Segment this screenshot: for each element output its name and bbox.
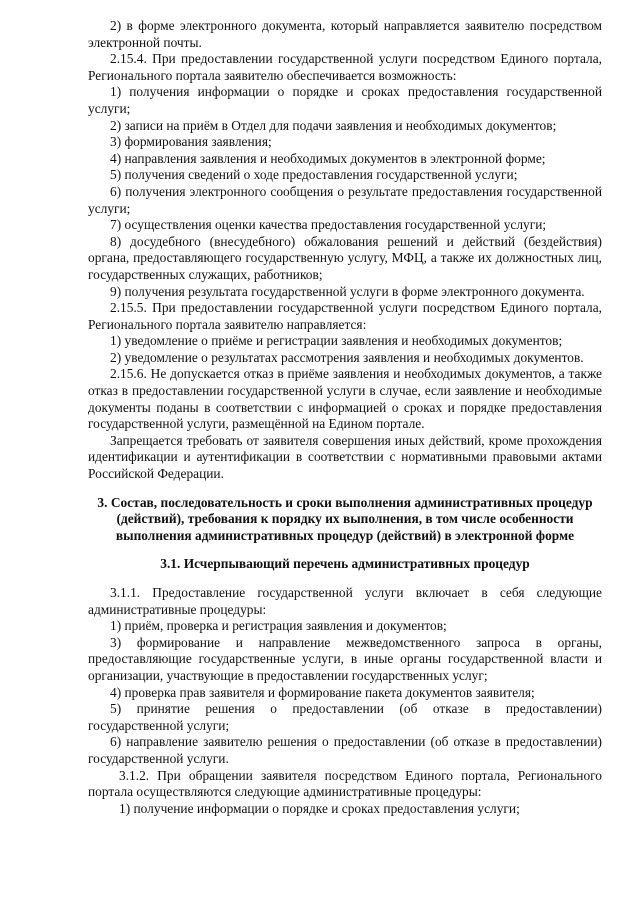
paragraph-prohibition: Запрещается требовать от заявителя совершения иных действий, кроме прохождения идентификации и аутентификации в соответствии с нормативными правовыми актами Российской Федерации. <box>88 432 602 482</box>
list-item-3-1-1-5: 5) принятие решения о предоставлении (об отказе в предоставлении) государственной услуги; <box>88 701 602 733</box>
section-3-heading: 3. Состав, последовательность и сроки выполнения административных процедур (действий), требования к порядку их выполнения, в том числе особенности выполнения административных процедур (действий) в электронной форме <box>97 494 593 543</box>
paragraph-email-delivery: 2) в форме электронного документа, который направляется заявителю посредством электронной почты. <box>88 18 602 50</box>
paragraph-3-1-2: 3.1.2. При обращении заявителя посредством Единого портала, Регионального портала осуществляются следующие административные процедуры: <box>88 767 602 800</box>
list-item-2-15-4-5: 5) получения сведений о ходе предоставления государственной услуги; <box>110 167 518 183</box>
spacer <box>88 573 602 585</box>
paragraph-2-15-4: 2.15.4. При предоставлении государственной услуги посредством Единого портала, Регионального портала заявителю обеспечивается возможность: <box>88 51 602 83</box>
paragraph-2-15-5: 2.15.5. При предоставлении государственной услуги посредством Единого портала, Регионального портала заявителю направляется: <box>88 300 602 332</box>
list-item-3-1-1-1: 1) приём, проверка и регистрация заявления и документов; <box>110 618 447 634</box>
list-item-2-15-4-8: 8) досудебного (внесудебного) обжалования решений и действий (бездействия) органа, предоставляющего государственную услугу, МФЦ, а также их должностных лиц, государственных служащих, работников; <box>88 233 602 282</box>
list-item-2-15-4-4: 4) направления заявления и необходимых документов в электронной форме; <box>110 150 546 166</box>
list-item-3-1-1-3: 3) формирование и направление межведомственного запроса в органы, предоставляющие государственные услуги, в иные органы государственной власти и организации, участвующие в предоставлении государственных услуг; <box>88 634 602 683</box>
list-item-3-1-2-1: 1) получение информации о порядке и сроках предоставления услуги; <box>119 800 520 816</box>
spacer <box>88 544 602 556</box>
list-item-3-1-1-6: 6) направление заявителю решения о предоставлении (об отказе в предоставлении) государственной услуги. <box>88 734 602 766</box>
list-item-3-1-1-4: 4) проверка прав заявителя и формирование пакета документов заявителя; <box>110 684 535 700</box>
list-item-2-15-4-3: 3) формирования заявления; <box>110 134 272 150</box>
list-item-2-15-4-7: 7) осуществления оценки качества предоставления государственной услуги; <box>110 217 547 233</box>
list-item-2-15-4-9: 9) получения результата государственной услуги в форме электронного документа. <box>110 283 585 299</box>
paragraph-3-1-1: 3.1.1. Предоставление государственной услуги включает в себя следующие административные процедуры: <box>88 585 602 617</box>
list-item-2-15-5-1: 1) уведомление о приёме и регистрации заявления и необходимых документов; <box>110 333 563 349</box>
paragraph-2-15-6: 2.15.6. Не допускается отказ в приёме заявления и необходимых документов, а также отказ в предоставлении государственной услуги в случае, если заявление и необходимые документы поданы в соответствии с информацией о сроках и порядке предоставления государственной услуги, размещённой на Едином портале. <box>88 366 602 432</box>
list-item-2-15-4-2: 2) записи на приём в Отдел для подачи заявления и необходимых документов; <box>110 117 557 133</box>
subsection-3-1-heading: 3.1. Исчерпывающий перечень административных процедур <box>160 556 530 572</box>
list-item-2-15-4-6: 6) получения электронного сообщения о результате предоставления государственной услуги; <box>88 183 602 216</box>
list-item-2-15-4-1: 1) получения информации о порядке и сроках предоставления государственной услуги; <box>88 84 602 116</box>
list-item-2-15-5-2: 2) уведомление о результатах рассмотрения заявления и необходимых документов. <box>110 349 584 365</box>
spacer <box>88 483 602 495</box>
